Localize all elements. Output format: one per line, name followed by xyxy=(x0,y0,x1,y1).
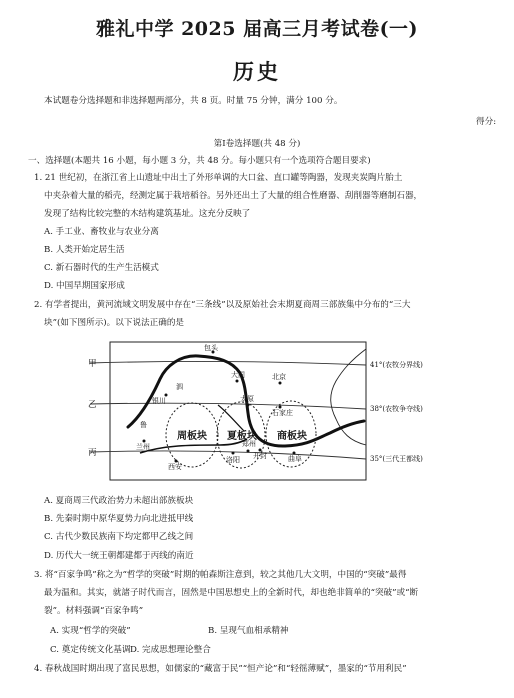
q1-option-b[interactable]: B. 人类开始定居生活 xyxy=(44,245,125,255)
place-label-datong: 大同 xyxy=(231,371,245,379)
q3-option-a[interactable]: A. 实现“哲学的突破” xyxy=(50,626,131,636)
subject-title: 历史 xyxy=(233,59,281,84)
q1-stem-line-3: 发现了结构比较完整的木结构建筑基址。这充分反映了 xyxy=(44,209,251,219)
q2-option-a[interactable]: A. 夏商周三代政治势力未超出部族板块 xyxy=(44,496,194,506)
q2-stem-line-2: 块”(如下图所示)。以下说法正确的是 xyxy=(44,318,185,328)
block-label-zhou: 周板块 xyxy=(177,431,207,442)
exam-title: 雅礼中学 2025 届高三月考试卷(一) xyxy=(95,18,419,40)
line-label-bing: 丙 xyxy=(88,448,97,458)
q1-stem-line-1: 1. 21 世纪初，在浙江省上山遗址中出土了外形单调的大口盆、直口罐等陶器，发现夹炭陶片胎土 xyxy=(34,173,403,183)
place-label-lanzhou: 兰州 xyxy=(136,443,150,451)
block-label-shang: 商板块 xyxy=(277,431,307,442)
q1-stem-line-2: 中夹杂着大量的稻壳，经测定属于栽培稻谷。另外还出土了大量的组合性磨器、刮削器等磨制石器， xyxy=(44,191,423,201)
line-label-yi: 乙 xyxy=(88,400,97,410)
place-label-baotou: 包头 xyxy=(204,344,218,352)
place-label-beijing: 北京 xyxy=(272,373,286,381)
line-note-41: 41°(农牧分界线) xyxy=(370,361,423,369)
q4-stem-line-1: 4. 春秋战国时期出现了富民思想，如儒家的“藏富于民”“恒产论”和“轻徭薄赋”，墨家的“节用利民” xyxy=(34,664,407,674)
score-label: 得分: xyxy=(476,117,497,127)
block-label-xia: 夏板块 xyxy=(227,431,257,442)
q3-stem-line-2: 最为温和。其实，就諸子时代而言，固然是中国思想史上的全新时代，却也绝非简单的“突破”或“断 xyxy=(44,588,419,598)
place-label-kaifeng: 开封 xyxy=(253,452,267,460)
line-label-jia: 甲 xyxy=(88,359,97,369)
q1-option-a[interactable]: A. 手工业、畜牧业与农业分离 xyxy=(44,227,159,237)
exam-notice: 本试题卷分选择题和非选择题两部分，共 8 页。时量 75 分钟，满分 100 分。 xyxy=(44,96,343,106)
line-note-38: 38°(农牧争夺线) xyxy=(370,405,423,413)
place-label-xian: 西安 xyxy=(168,463,182,471)
q3-option-d[interactable]: D. 完成思想理论整合 xyxy=(130,645,211,655)
place-label-yinchuan: 银川 xyxy=(152,397,166,405)
part-title: 第Ⅰ卷选择题(共 48 分) xyxy=(213,139,301,149)
q3-stem-line-1: 3. 将“百家争鸣”称之为“哲学的突破”时期的帕森斯注意到，较之其他几大文明，中国的“突破”最得 xyxy=(34,570,407,580)
place-label-luoyang: 洛阳 xyxy=(226,456,240,464)
section-intro: 一、选择题(本题共 16 小题，每小题 3 分，共 48 分。每小题只有一个选项符合题目要求) xyxy=(28,156,371,166)
yellow-river-map xyxy=(80,341,460,481)
place-label-shijiazhuang: 石家庄 xyxy=(272,409,293,417)
q3-option-b[interactable]: B. 呈现气血相承精神 xyxy=(208,626,289,636)
q2-option-d[interactable]: D. 历代大一统王朝都建都于丙线的南近 xyxy=(44,551,194,561)
place-label-taiyuan: 太原 xyxy=(240,395,254,403)
line-note-35: 35°(三代王都线) xyxy=(370,455,423,463)
fen-river xyxy=(218,405,244,431)
place-label-qufu: 曲阜 xyxy=(288,455,302,463)
place-label-lu: 鲁 xyxy=(140,421,147,429)
place-label-zhengzhou: 郑州 xyxy=(242,440,256,448)
q2-option-c[interactable]: C. 古代少数民族南下均定都甲乙线之间 xyxy=(44,532,194,542)
q2-stem-line-1: 2. 有学者提出，黄河流域文明发展中存在“三条线”以及原始社会末期夏商周三部族集中分布的“三大 xyxy=(34,300,411,310)
q3-option-c[interactable]: C. 奠定传统文化基调 xyxy=(50,645,131,655)
q3-stem-line-3: 裂”。材料强调“百家争鸣” xyxy=(44,606,144,616)
line-yi xyxy=(90,403,366,409)
q1-option-d[interactable]: D. 中国早期国家形成 xyxy=(44,281,125,291)
q2-option-b[interactable]: B. 先秦时期中原华夏势力向北进抵甲线 xyxy=(44,514,194,524)
q1-option-c[interactable]: C. 新石器时代的生产生活模式 xyxy=(44,263,159,273)
place-label-si: 泗 xyxy=(176,383,183,391)
